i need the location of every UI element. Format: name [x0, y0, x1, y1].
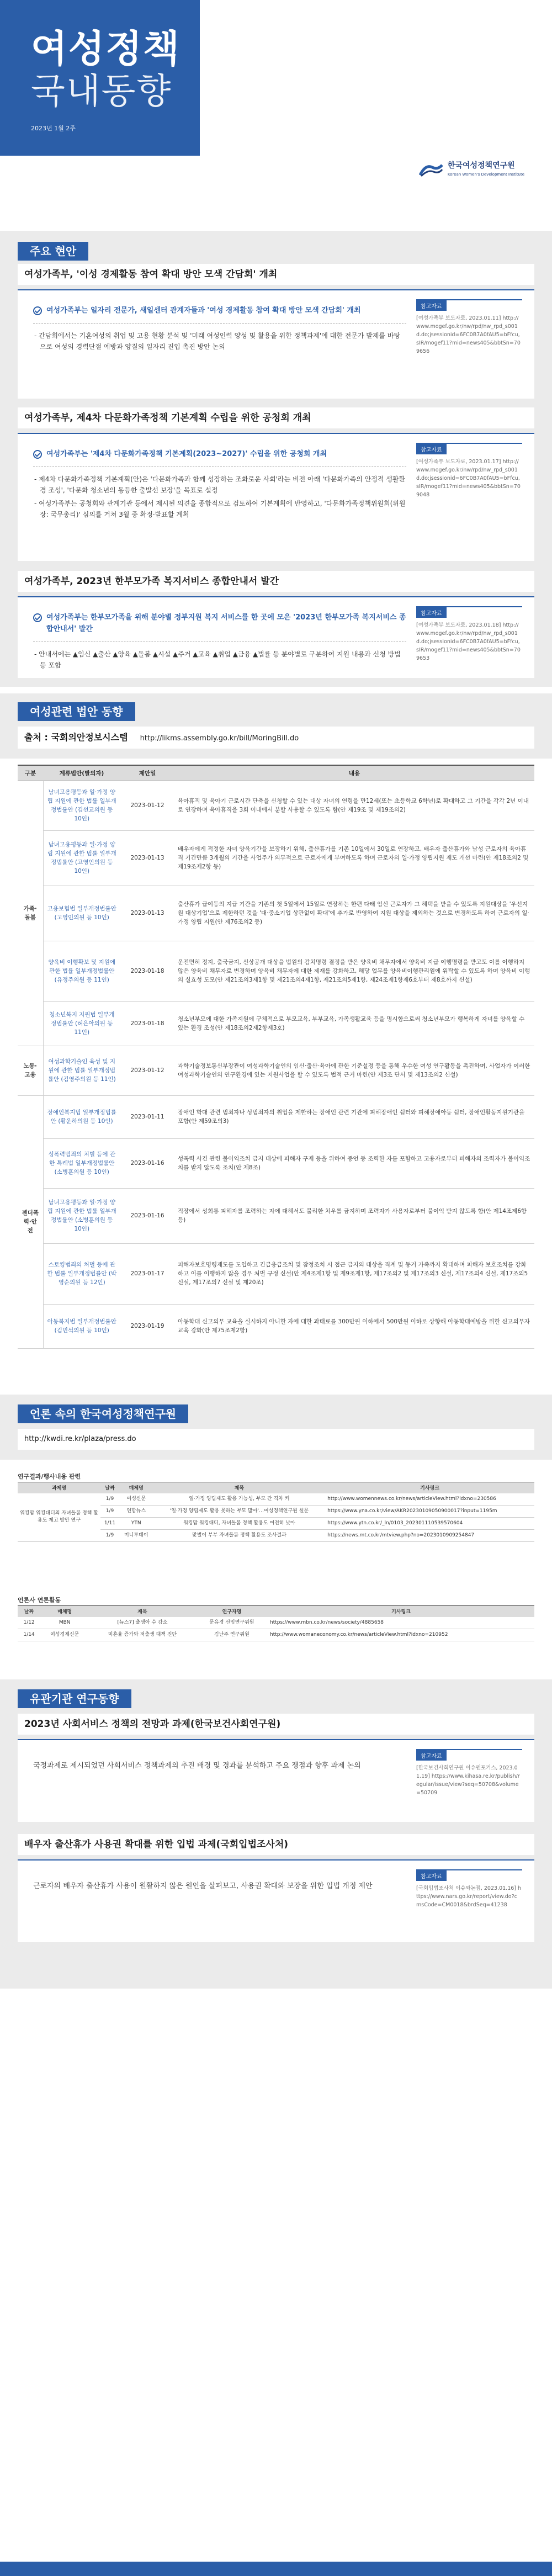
- reference-link[interactable]: [국회입법조사처 이슈와논점, 2023.01.16] https://www.nars.go.kr/report/view.do?cmsCode=CM0018&brdSeq=41238: [416, 1885, 522, 1908]
- press-table-1: 과제명 날짜 매체명 제목 기사링크 워킹맘 워킹대디의 자녀돌봄 정책 활용도 제고 방안 연구 1/9 여성신문 일·가정 양립제도 활용 가능성, 부모 간 격차 커 http://www.womennews.co.kr/news/articleView.html?idxno=230586 1/9 연합뉴스 '일·가정 양립제도 활용 못하는 부모 많아'…여성정책연구원 설문 https://www.yna.co.kr/view/AKR20230109050900017?input=1195m 1/11 YTN 워킹맘 워킹대디, 자녀돌봄 정책 활용도 여전히 낮아 https://www.ytn.co.kr/_ln/0103_202301110539570604 1/9 머니투데이 맞벌이 부부 자녀돌봄 정책 활용도 조사결과 https://news.mt.co.kr/mtview.php?no=2023010909254847: [18, 1482, 534, 1542]
- category-labor: 노동·고용: [18, 1046, 43, 1095]
- reference-label: 참고자료: [416, 300, 447, 311]
- check-icon: [33, 613, 42, 622]
- related-card-1: [18, 1739, 534, 1822]
- issue-summary-3: 여성가족부는 한부모가족을 위해 분야별 정부지원 복지 서비스를 한 곳에 모은 '2023년 한부모가족 복지서비스 종합안내서' 발간: [33, 612, 406, 635]
- article-link[interactable]: https://www.yna.co.kr/view/AKR20230109050900017?input=1195m: [325, 1505, 534, 1517]
- section-related-title: 유관기관 연구동향: [0, 1689, 552, 1711]
- table-row: 1/11 YTN 워킹맘 워킹대디, 자녀돌봄 정책 활용도 여전히 낮아 https://www.ytn.co.kr/_ln/0103_202301110539570604: [18, 1517, 534, 1529]
- related-heading-1: 2023년 사회서비스 정책의 전망과 과제(한국보건사회연구원): [18, 1714, 534, 1735]
- bill-name[interactable]: 고용보험법 일부개정법률안 (고영인의원 등 10인): [43, 886, 120, 941]
- bill-name[interactable]: 스토킹범죄의 처벌 등에 관한 법률 일부개정법률안 (박영순의원 등 12인): [43, 1243, 120, 1304]
- bill-name[interactable]: 성폭력범죄의 처벌 등에 관한 특례법 일부개정법률안 (소병훈의원 등 10인): [43, 1138, 120, 1188]
- bill-name[interactable]: 남녀고용평등과 일·가정 양립 지원에 관한 법률 일부개정법률안 (소병훈의원 등 10인): [43, 1188, 120, 1243]
- hero-subtitle: 국내동향: [31, 71, 172, 112]
- table-row: 워킹맘 워킹대디의 자녀돌봄 정책 활용도 제고 방안 연구 1/9 여성신문 일·가정 양립제도 활용 가능성, 부모 간 격차 커 http://www.womennews.co.kr/news/articleView.html?idxno=230586: [18, 1493, 534, 1506]
- issue-heading-2: 여성가족부, 제4차 다문화가족정책 기본계획 수립을 위한 공청회 개최: [18, 407, 534, 428]
- table-row: 노동·고용 여성과학기술인 육성 및 지원에 관한 법률 일부개정법률안 (김영주의원 등 11인) 2023-01-12 과학기술정보통신부장관이 여성과학기술인의 임신·출산·육아에 관한 기준설정 등을 통해 우수한 여성 연구활동을 촉진하며, 사업자가 이러한 여성과학기술인의 연구환경에 있는 지원사업을 할 수 있도록 법적 근거 마련(안 제3조 단서 및 제13조의2 신설): [18, 1046, 534, 1095]
- table-row: 1/14 여성경제신문 미혼율 증가와 저출생 대책 진단 김난주 연구위원 http://www.womaneconomy.co.kr/news/articleView.html?idxno=210952: [18, 1629, 534, 1641]
- bill-name[interactable]: 아동복지법 일부개정법률안 (김민석의원 등 10인): [43, 1304, 120, 1348]
- col-bill: 계류법안(발의자): [43, 765, 120, 781]
- reference-link[interactable]: [여성가족부 보도자료, 2023.01.17] http://www.mogef.go.kr/nw/rpd/nw_rpd_s001d.do;jsessionid=6FC0B7A0fAU5=bFfcu,sIR/mogef11?mid=news405&bbtSn=709048: [416, 459, 521, 498]
- table-row: 남녀고용평등과 일·가정 양립 지원에 관한 법률 일부개정법률안 (고영인의원 등 10인) 2023-01-13 배우자에게 적정한 자녀 양육기간을 보장하기 위해, 출산휴가를 기존 10일에서 30일로 연장하고, 배우자 출산휴가와 남성 근로자의 육아휴직 기간만큼 3개월의 기간을 사업주가 의무적으로 근로자에게 부여하도록 하며 근로자의 일·가정 양립지원 제도 개선 마련(안 제18조의2 및 제19조제2항 등): [18, 830, 534, 886]
- reference-label: 참고자료: [416, 444, 447, 454]
- issue-detail: - 여성가족부는 공청회와 관계기관 등에서 제시된 의견을 종합적으로 검토하여 기본계획에 반영하고, '다문화가족정책위원회(위원장: 국무총리)' 심의를 거쳐 3월 중 확정·발표할 계획: [34, 500, 406, 518]
- table-row: 1/9 머니투데이 맞벌이 부부 자녀돌봄 정책 활용도 조사결과 https://news.mt.co.kr/mtview.php?no=2023010909254847: [18, 1529, 534, 1541]
- col-date: 제안일: [120, 765, 174, 781]
- table-row: 성폭력범죄의 처벌 등에 관한 특례법 일부개정법률안 (소병훈의원 등 10인) 2023-01-16 성폭력 사건 관련 불이익조치 금지 대상에 피해자 구제 등을 위하여 증언 등 조력한 자를 포함하고 고용자로부터 피해자의 조력자가 불이익조치를 받지 않도록 조치(안 제8조): [18, 1138, 534, 1188]
- related-summary: 국정과제로 제시되었던 사회서비스 정책과제의 추진 배경 및 경과를 분석하고 주요 쟁점과 향후 과제 논의: [33, 1762, 361, 1770]
- issue-detail: - 제4차 다문화가족정책 기본계획(안)은 '다문화가족과 함께 성장하는 조화로운 사회'라는 비전 아래 '다문화가족의 안정적 생활환경 조성', '다문화 청소년의 동등한 출발선 보장'을 목표로 설정: [34, 475, 406, 494]
- bills-source: 출처 : 국회의안정보시스템 http://likms.assembly.go.kr/bill/MoringBill.do: [18, 727, 534, 749]
- reference-link[interactable]: [한국보건사회연구원 이슈앤포커스, 2023.01.19] https://www.kihasa.re.kr/publish/regular/issue/view?seq=50708&volume=50709: [416, 1765, 520, 1796]
- col-category: 구분: [18, 765, 43, 781]
- issue-card-1: [18, 289, 534, 399]
- reference-link[interactable]: [여성가족부 보도자료, 2023.01.18] http://www.mogef.go.kr/nw/rpd/nw_rpd_s001d.do;jsessionid=6FC0B7A0fAU5=bFfcu,sIR/mogef11?mid=news405&bbtSn=709653: [416, 622, 521, 661]
- table-row: 스토킹범죄의 처벌 등에 관한 법률 일부개정법률안 (박영순의원 등 12인) 2023-01-17 피해자보호명령제도를 도입하고 긴급응급조치 및 잠정조치 시 접근 금지의 대상을 직계 및 동거 가족까지 확대하며 피해자 보호조치를 강화하고 이를 이행하지 않을 경우 처벌 규정 신설(안 제4조제1항 및 제9조제1항, 제17조의2 및 제17조의3 신설, 제17조의4 신설, 제17조의5 신설, 제17조의7 신설 및 제20조): [18, 1243, 534, 1304]
- article-link[interactable]: https://www.ytn.co.kr/_ln/0103_202301110539570604: [325, 1517, 534, 1529]
- reference-link[interactable]: [여성가족부 보도자료, 2023.01.11] http://www.mogef.go.kr/nw/rpd/nw_rpd_s001d.do;jsessionid=6FC0B7A0fAU5=bFfcu,sIR/mogef11?mid=news405&bbtSn=709656: [416, 315, 521, 354]
- bills-table: [18, 765, 534, 1349]
- related-card-2: [18, 1859, 534, 1942]
- section-press-title: 언론 속의 한국여성정책연구원: [0, 1404, 552, 1427]
- press-table-2: 날짜 매체명 제목 연구자명 기사링크 1/12 MBN [뉴스7] 출생아 수 감소 문유경 선임연구위원 https://www.mbn.co.kr/news/society/4885658 1/14 여성경제신문 미혼율 증가와 저출생 대책 진단 김난주 연구위원 http://www.womaneconomy.co.kr/news/articleView.html?idxno=210952: [18, 1605, 534, 1641]
- reference-label: 참고자료: [416, 1870, 447, 1881]
- related-summary: 근로자의 배우자 출산휴가 사용이 원활하지 않은 원인을 살펴보고, 사용권 확대와 보장을 위한 입법 개정 제안: [33, 1882, 373, 1890]
- footer-bar: [0, 2562, 552, 2576]
- issue-heading-3: 여성가족부, 2023년 한부모가족 복지서비스 종합안내서 발간: [18, 571, 534, 592]
- table-row: 가족·돌봄 남녀고용평등과 일·가정 양립 지원에 관한 법률 일부개정법률안 (김선교의원 등 10인) 2023-01-12 육아휴직 및 육아기 근로시간 단축을 신청할 수 있는 대상 자녀의 연령을 만12세(또는 초등학교 6학년)로 확대하고 그 기간을 각각 2년 이내로 연장하며 육아휴직을 3회 이내에서 분할 사용할 수 있도록 함(안 제19조 및 제19조의2): [18, 781, 534, 830]
- reference-label: 참고자료: [416, 1750, 447, 1761]
- article-link[interactable]: http://www.womaneconomy.co.kr/news/articleView.html?idxno=210952: [268, 1629, 534, 1641]
- issue-card-2: [18, 433, 534, 561]
- bill-name[interactable]: 여성과학기술인 육성 및 지원에 관한 법률 일부개정법률안 (김영주의원 등 11인): [43, 1046, 120, 1095]
- table-row: 고용보험법 일부개정법률안 (고영인의원 등 10인) 2023-01-13 출산휴가 급여등의 지급 기간을 기존의 첫 5일에서 15일로 연장하는 한편 다태 임신 근로자가 그 해택을 받을 수 있도록 지원대상을 '우선지원 대상기업'으로 제한하던 것을 '대·중소기업 상관없이 확대'에 추가로 반영하여 지원 대상을 제외하는 것으로 변경하도록 하여 근로자의 일·가정 양립 지원(안 제76조의2 등): [18, 886, 534, 941]
- table-row: 청소년복지 지원법 일부개정법률안 (허은아의원 등 11인) 2023-01-18 청소년부모에 대한 가족지원에 구체적으로 부모교육, 부부교육, 가족생활교육 등을 명시함으로써 청소년부모가 행복하게 자녀를 양육할 수 있는 환경 조성(안 제18조의2제2항제3호): [18, 1001, 534, 1046]
- check-icon: [33, 306, 42, 315]
- article-link[interactable]: https://www.mbn.co.kr/news/society/4885658: [268, 1617, 534, 1629]
- project-name: 워킹맘 워킹대디의 자녀돌봄 정책 활용도 제고 방안 연구: [18, 1493, 100, 1542]
- related-heading-2: 배우자 출산휴가 사용권 확대를 위한 입법 과제(국회입법조사처): [18, 1834, 534, 1855]
- kwdi-logo-icon: [419, 163, 443, 177]
- hero-box: [0, 0, 200, 156]
- press-table-1-title: 연구결과/행사내용 관련: [18, 1473, 81, 1480]
- bill-name[interactable]: 양육비 이행확보 및 지원에 관한 법률 일부개정법률안 (유정주의원 등 11인): [43, 941, 120, 1001]
- category-family: 가족·돌봄: [18, 781, 43, 1046]
- section-bills-title: 여성관련 법안 동향: [0, 702, 552, 724]
- article-link[interactable]: http://www.womennews.co.kr/news/articleView.html?idxno=230586: [325, 1493, 534, 1506]
- section-issues-title: 주요 현안: [0, 242, 552, 264]
- table-row: 남녀고용평등과 일·가정 양립 지원에 관한 법률 일부개정법률안 (소병훈의원 등 10인) 2023-01-16 직장에서 성희롱 피해자를 조력하는 자에 대해서도 불리한 처우를 금지하며 조력자가 사용자로부터 불이익 받지 않도록 함(안 제14조제6항 등): [18, 1188, 534, 1243]
- issue-summary-2: 여성가족부는 '제4차 다문화가족정책 기본계획(2023~2027)' 수립을 위한 공청회 개최: [33, 448, 406, 460]
- issue-detail: - 간담회에서는 기혼여성의 취업 및 고용 현황 분석 및 '미래 여성인력 양성 및 활용을 위한 정책과제'에 대한 전문가 발제를 바탕으로 여성의 경력단절 예방과 양질의 일자리 진입 촉진 방안 논의: [34, 332, 401, 351]
- bill-name[interactable]: 남녀고용평등과 일·가정 양립 지원에 관한 법률 일부개정법률안 (고영인의원 등 10인): [43, 830, 120, 886]
- table-row: 아동복지법 일부개정법률안 (김민석의원 등 10인) 2023-01-19 아동학대 신고의무 교육을 실시하지 아니한 자에 대한 과태료를 300만원 이하에서 500만원 이하로 상향해 아동학대예방을 위한 신고의무자교육 강화(안 제75조제2항): [18, 1304, 534, 1348]
- table-row: 젠더폭력·안전 장애인복지법 일부개정법률안 (황운하의원 등 10인) 2023-01-11 장애인 학대 관련 범죄자나 성범죄자의 취업을 제한하는 장애인 관련 기관에 피해장애인 쉼터와 피해장애아동 쉼터, 장애인활동지원기관을 포함(안 제59조의3): [18, 1095, 534, 1138]
- issue-heading-1: 여성가족부, '이성 경제활동 참여 확대 방안 모색 간담회' 개최: [18, 264, 534, 285]
- issue-date: 2023년 1월 2주: [31, 125, 76, 132]
- bill-name[interactable]: 장애인복지법 일부개정법률안 (황운하의원 등 10인): [43, 1095, 120, 1138]
- issue-card-3: [18, 596, 534, 678]
- hero-title: 여성정책: [31, 28, 181, 71]
- col-content: 내용: [174, 765, 534, 781]
- reference-label: 참고자료: [416, 607, 447, 618]
- category-violence: 젠더폭력·안전: [18, 1095, 43, 1348]
- logo-sub: Korean Women's Development Institute: [447, 172, 524, 177]
- table-row: 1/9 연합뉴스 '일·가정 양립제도 활용 못하는 부모 많아'…여성정책연구원 설문 https://www.yna.co.kr/view/AKR20230109050900017?input=1195m: [18, 1505, 534, 1517]
- table-row: 1/12 MBN [뉴스7] 출생아 수 감소 문유경 선임연구위원 https://www.mbn.co.kr/news/society/4885658: [18, 1617, 534, 1629]
- hero-banner: [0, 0, 552, 160]
- check-icon: [33, 450, 42, 459]
- kwdi-logo: [419, 161, 524, 179]
- bills-source-link[interactable]: http://likms.assembly.go.kr/bill/MoringBill.do: [140, 734, 299, 743]
- issue-summary-1: 여성가족부는 일자리 전문가, 새일센터 관계자들과 '여성 경제활동 참여 확대 방안 모색 간담회' 개최: [33, 305, 406, 316]
- article-link[interactable]: https://news.mt.co.kr/mtview.php?no=2023010909254847: [325, 1529, 534, 1541]
- press-link[interactable]: http://kwdi.re.kr/plaza/press.do: [18, 1429, 534, 1450]
- bill-name[interactable]: 청소년복지 지원법 일부개정법률안 (허은아의원 등 11인): [43, 1001, 120, 1046]
- bill-name[interactable]: 남녀고용평등과 일·가정 양립 지원에 관한 법률 일부개정법률안 (김선교의원 등 10인): [43, 781, 120, 830]
- issue-detail: - 안내서에는 ▲임신 ▲출산 ▲양육 ▲돌봄 ▲시설 ▲주거 ▲교육 ▲취업 ▲금융 ▲법률 등 분야별로 구분하여 지원 내용과 신청 방법 등 포함: [34, 650, 401, 669]
- table-row: 양육비 이행확보 및 지원에 관한 법률 일부개정법률안 (유정주의원 등 11인) 2023-01-18 운전면허 정지, 출국금지, 신상공개 대상을 법원의 감치명령 결정을 받은 양육비 채무자에서 양육비 지급 이행명령을 받고도 이를 이행하지 않은 양육비 채무자로 변경하며 양육비 채무자에 대한 제재를 강화하고, 해당 업무를 양육비이행관리원에 위탁할 수 있도록 하며 양육비 이행의 실효성 도모(안 제21조의3제1항 및 제21조의4제1항, 제21조의5제1항, 제24조제1항제6호부터 제8호까지 신설): [18, 941, 534, 1001]
- logo-name: 한국여성정책연구원: [447, 161, 515, 170]
- press-table-2-title: 언론사 연론활동: [18, 1597, 61, 1604]
